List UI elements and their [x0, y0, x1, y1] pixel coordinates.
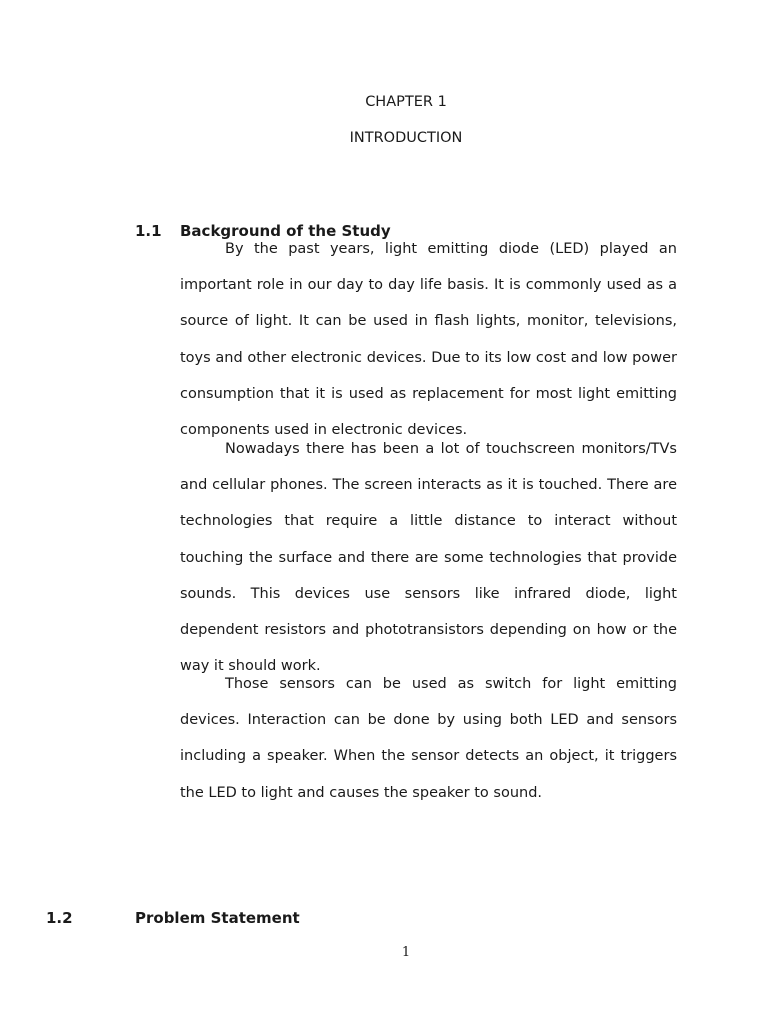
- section-title: Background of the Study: [180, 222, 391, 240]
- body-paragraph: Nowadays there has been a lot of touchscreen monitors/TVs and cellular phones. The screen interacts as it is touched. There are technologies that require a little distance to interact without touching the surface and there are some technologies that provide sounds. This devices use sensors like infrared diode, light dependent resistors and phototransistors depending on how or the way it should work.: [180, 441, 677, 675]
- section-number: 1.2: [46, 909, 73, 927]
- body-paragraph: Those sensors can be used as switch for light emitting devices. Interaction can be done by using both LED and sensors including a speaker. When the sensor detects an object, it triggers the LED to light and causes the speaker to sound.: [180, 676, 677, 801]
- page-number: 1: [401, 945, 411, 960]
- chapter-title: INTRODUCTION: [349, 130, 463, 146]
- body-paragraph: By the past years, light emitting diode (LED) played an important role in our day to day life basis. It is commonly used as a source of light. It can be used in flash lights, monitor, televisions, toys and other electronic devices. Due to its low cost and low power consumption that it is used as replacement for most light emitting components used in electronic devices.: [180, 241, 677, 439]
- chapter-label: CHAPTER 1: [365, 94, 447, 110]
- section-title: Problem Statement: [135, 909, 300, 927]
- section-number: 1.1: [135, 222, 162, 240]
